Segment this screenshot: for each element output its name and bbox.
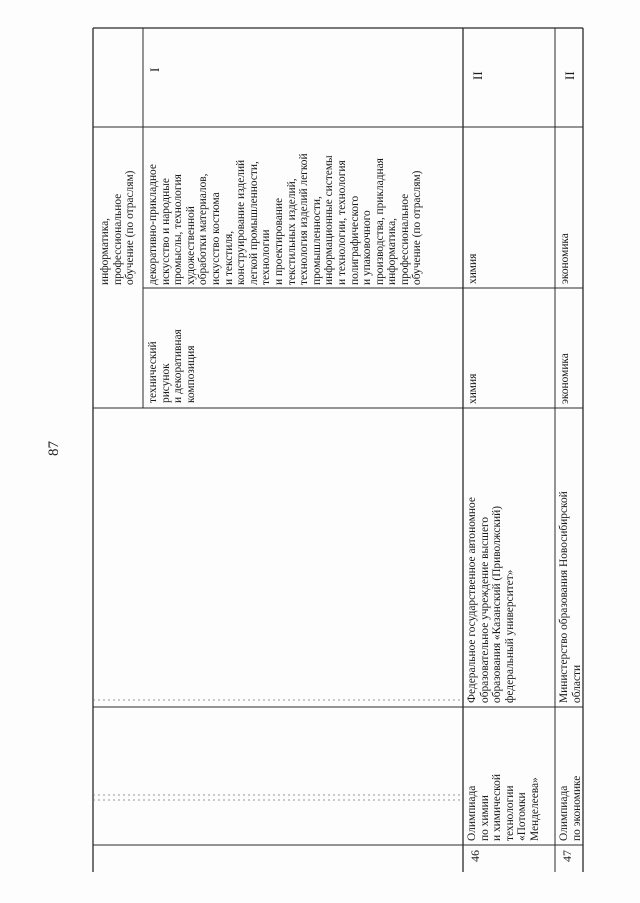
page-number: 87 (46, 441, 62, 456)
top-level: I (147, 67, 162, 72)
row-47-profile: экономика (559, 353, 571, 404)
row-number: 46 (468, 850, 482, 862)
row-47-organizer: Министерство образования Новосибирской области (558, 491, 583, 703)
row-number: 47 (560, 850, 574, 862)
row-46-profile: химия (467, 373, 479, 404)
row-47-subjects: экономика (559, 233, 571, 284)
top-subjects-tail: информатика, профессиональное обучение (по отраслям) (99, 170, 137, 285)
row-46-name: Олимпиада по химии и химической технологии «Потомки Менделеева» (466, 774, 541, 841)
row-46-organizer: Федеральное государственное автономное образовательное учреждение высшего образования «Казанский (Приволжский) федеральный университет» (466, 497, 516, 703)
row-47-name: Олимпиада по экономике (558, 775, 583, 841)
row-46-level: II (470, 71, 485, 80)
row-47-level: II (562, 71, 577, 80)
top-profile: технический рисунок и декоративная композиция (147, 329, 197, 403)
row-46-subjects: химия (467, 253, 479, 284)
top-subjects: декоративно-прикладное искусство и народные промыслы, технология художественной обработки материалов, искусство костюма и текстиля, конструирование изделий легкой промышленности, технологии и проектирование текстильных изделий, технология изделий легкой промышленности, информационные системы и технологии, технология полиграфического и упаковочного производства, прикладная информатика, профессиональное обучение (по отраслям) (147, 153, 424, 285)
